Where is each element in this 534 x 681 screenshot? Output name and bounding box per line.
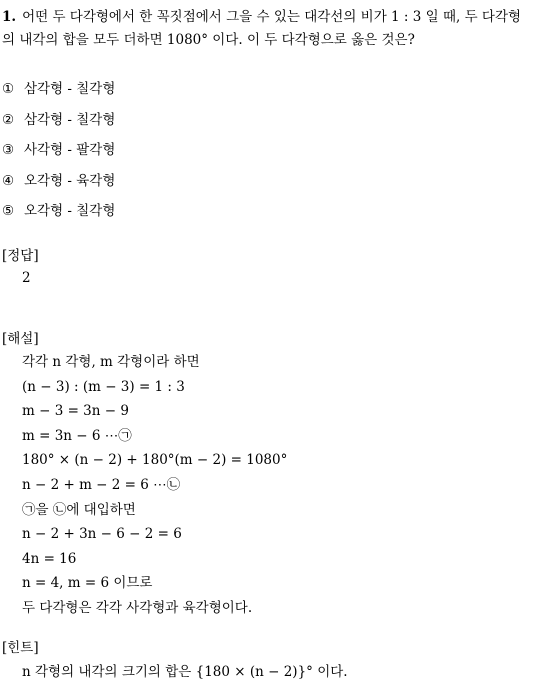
solution-line: n = 4, m = 6 이므로 xyxy=(22,575,153,592)
solution-body xyxy=(22,352,287,623)
hint-label: [힌트] xyxy=(2,640,39,656)
solution-line: n − 2 + m − 2 = 6 ⋯㉡ xyxy=(22,476,181,493)
choice-text: 사각형 - 팔각형 xyxy=(24,142,116,158)
solution-line: 각각 n 각형, m 각형이라 하면 xyxy=(22,354,200,370)
choice-mark: ② xyxy=(2,111,15,128)
solution-line: n − 2 + 3n − 6 − 2 = 6 xyxy=(22,526,182,543)
choice-mark: ⑤ xyxy=(2,203,15,219)
hint-text: n 각형의 내각의 크기의 합은 {180 × (n − 2)}° 이다. xyxy=(22,664,348,680)
solution-line: m = 3n − 6 ⋯㉠ xyxy=(22,427,132,444)
answer-value: 2 xyxy=(22,270,31,286)
choice-text: 삼각형 - 칠각형 xyxy=(24,81,116,97)
choice-item xyxy=(2,171,115,202)
answer-label: [정답] xyxy=(2,248,39,264)
choice-item xyxy=(2,79,115,110)
choice-mark: ① xyxy=(2,81,15,97)
question-number: 1. xyxy=(2,9,17,25)
solution-line: 두 다각형은 각각 사각형과 육각형이다. xyxy=(22,599,253,616)
solution-line: 180° × (n − 2) + 180°(m − 2) = 1080° xyxy=(22,452,288,469)
solution-line: m − 3 = 3n − 9 xyxy=(22,403,129,420)
question-block xyxy=(2,6,532,52)
choice-item xyxy=(2,110,115,141)
choice-mark: ④ xyxy=(2,172,15,189)
choice-item xyxy=(2,140,115,171)
choice-item xyxy=(2,201,115,232)
solution-line: (n − 3) : (m − 3) = 1 : 3 xyxy=(22,378,185,395)
choice-text: 오각형 - 육각형 xyxy=(24,172,116,189)
choice-mark: ③ xyxy=(2,142,15,158)
solution-line: 4n = 16 xyxy=(22,550,77,567)
solution-label: [해설] xyxy=(2,331,39,347)
choice-text: 오각형 - 칠각형 xyxy=(24,203,116,219)
question-text: 어떤 두 다각형에서 한 꼭짓점에서 그을 수 있는 대각선의 비가 1 : 3 일 때, 두 다각형의 내각의 합을 모두 더하면 1080° 이다. 이 두 다각형으로 옳은 것은? xyxy=(2,9,522,48)
solution-line: ㉠을 ㉡에 대입하면 xyxy=(22,501,136,518)
choice-text: 삼각형 - 칠각형 xyxy=(24,111,116,128)
choice-list xyxy=(2,79,115,232)
